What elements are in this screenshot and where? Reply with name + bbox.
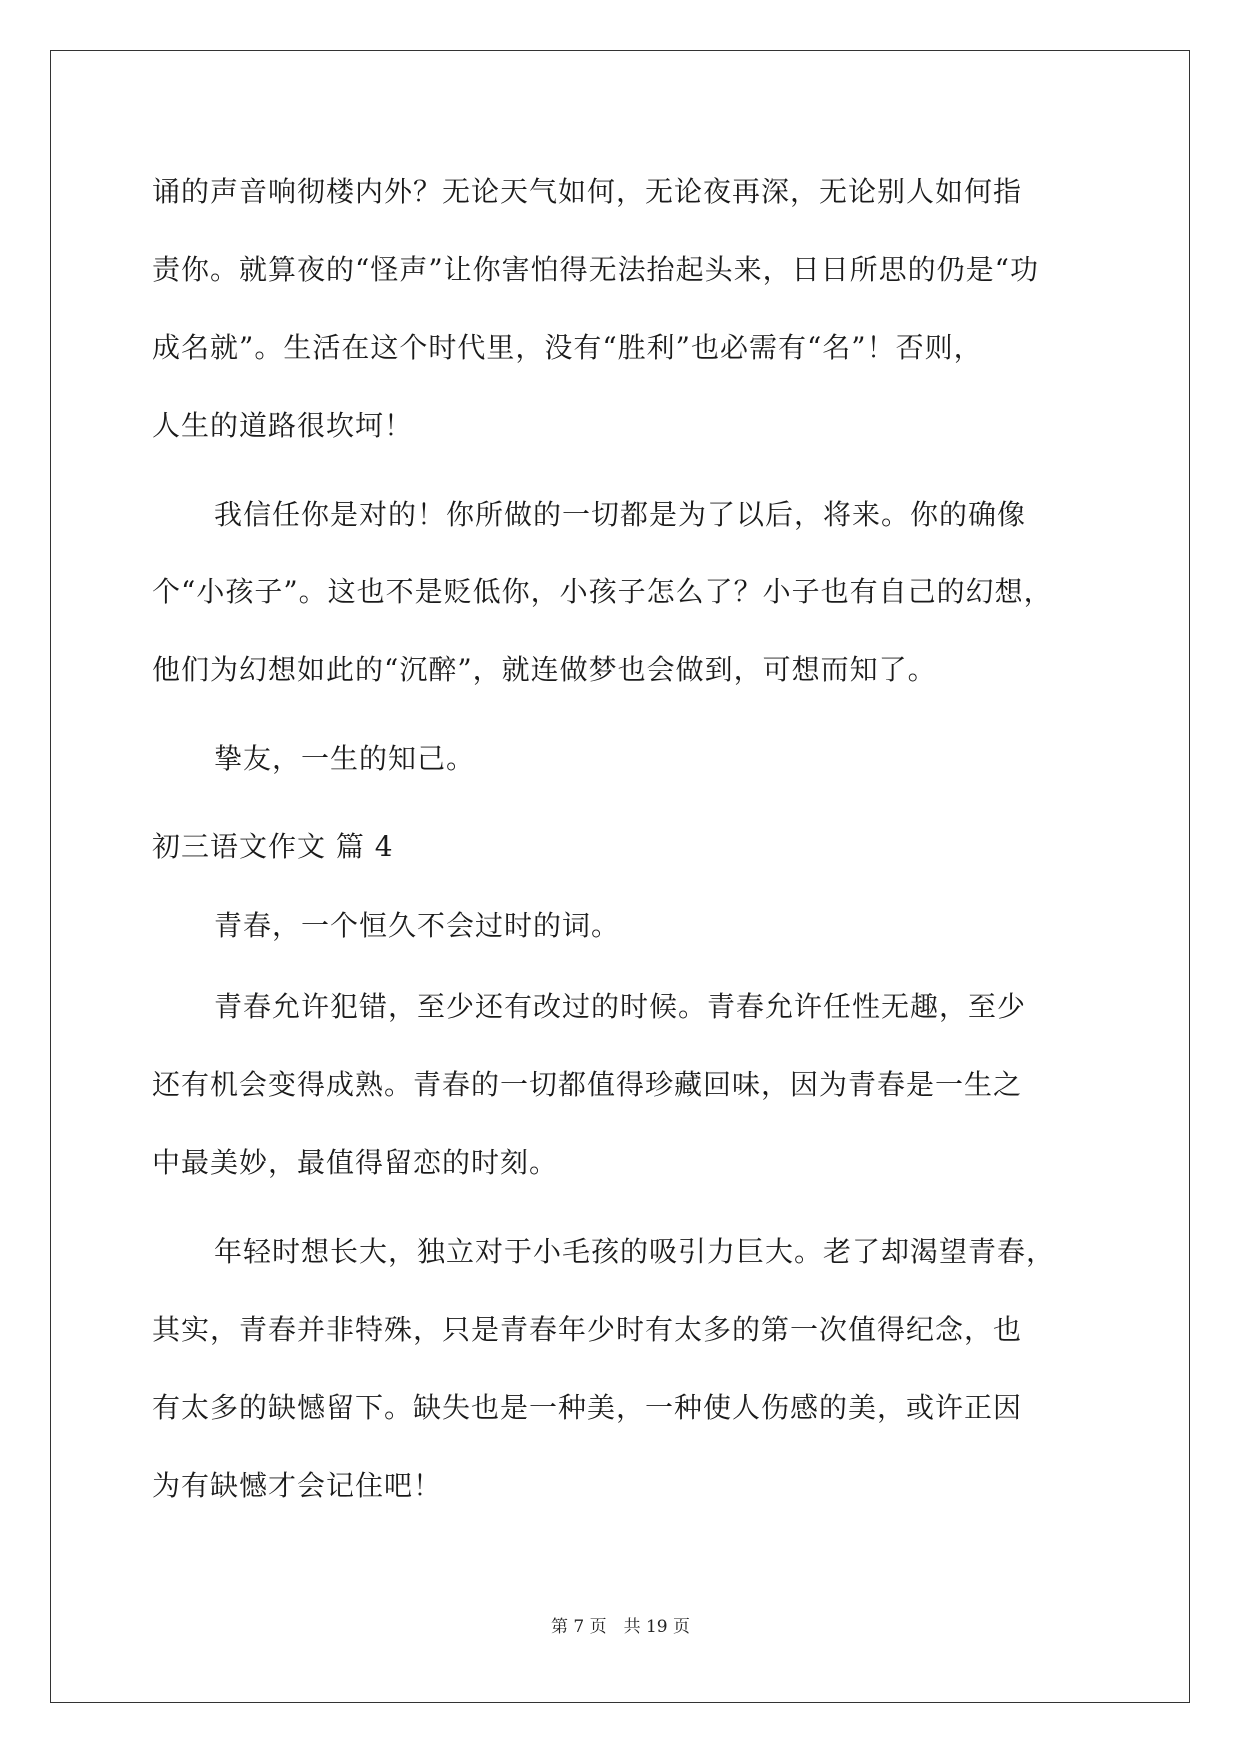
page-border: [50, 50, 1190, 1703]
page-number-footer: 第 7 页 共 19 页: [550, 1617, 691, 1637]
paragraph-line: 诵的声音响彻楼内外？无论天气如何，无论夜再深，无论别人如何指: [152, 175, 1023, 208]
paragraph-line: 年轻时想长大，独立对于小毛孩的吸引力巨大。老了却渴望青春，: [214, 1235, 1056, 1268]
paragraph-line: 成名就”。生活在这个时代里，没有“胜利”也必需有“名”！否则，: [152, 331, 983, 364]
paragraph-line: 有太多的缺憾留下。缺失也是一种美，一种使人伤感的美，或许正因: [152, 1391, 1023, 1424]
paragraph-line: 责你。就算夜的“怪声”让你害怕得无法抬起头来，日日所思的仍是“功: [152, 253, 1039, 286]
paragraph-line: 还有机会变得成熟。青春的一切都值得珍藏回味，因为青春是一生之: [152, 1068, 1023, 1101]
paragraph-line: 青春，一个恒久不会过时的词。: [214, 909, 621, 942]
paragraph-line: 其实，青春并非特殊，只是青春年少时有太多的第一次值得纪念，也: [152, 1313, 1023, 1346]
paragraph-line: 我信任你是对的！你所做的一切都是为了以后，将来。你的确像: [214, 498, 1027, 531]
paragraph-line: 挚友，一生的知己。: [214, 742, 476, 775]
paragraph-line: 个“小孩子”。这也不是贬低你，小孩子怎么了？小子也有自己的幻想，: [152, 575, 1053, 608]
section-heading: 初三语文作文 篇 4: [152, 830, 394, 863]
paragraph-line: 人生的道路很坎坷！: [152, 409, 414, 442]
paragraph-line: 中最美妙，最值得留恋的时刻。: [152, 1146, 559, 1179]
paragraph-line: 青春允许犯错，至少还有改过的时候。青春允许任性无趣，至少: [214, 990, 1027, 1023]
paragraph-line: 他们为幻想如此的“沉醉”，就连做梦也会做到，可想而知了。: [152, 653, 937, 686]
paragraph-line: 为有缺憾才会记住吧！: [152, 1469, 443, 1502]
